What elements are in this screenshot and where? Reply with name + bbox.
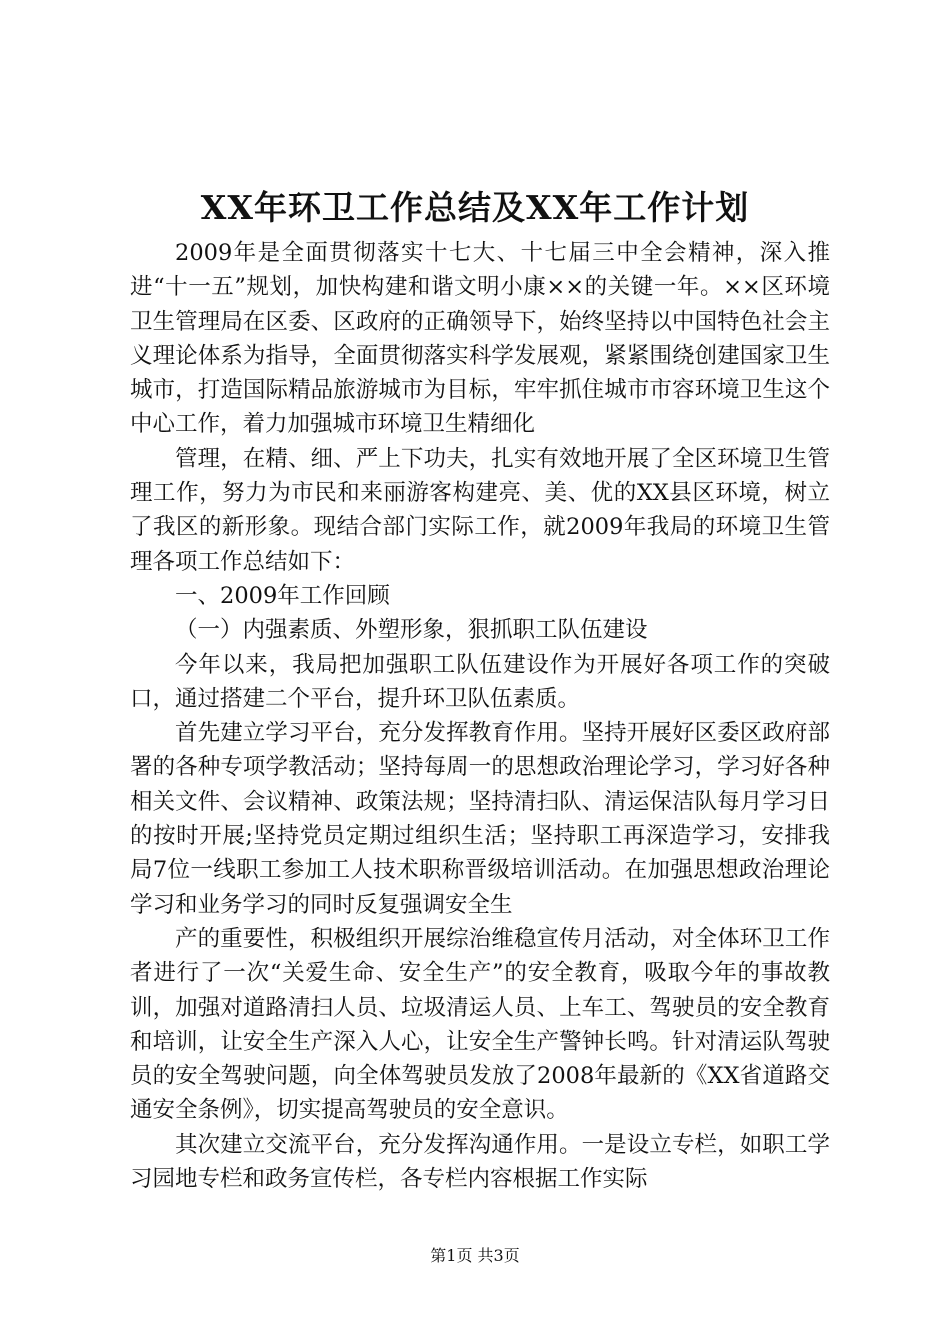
- paragraph-2: 管理，在精、细、严上下功夫，扎实有效地开展了全区环境卫生管理工作，努力为市民和来丽游客构建亮、美、优的XX县区环境，树立了我区的新形象。现结合部门实际工作，就2009年我局的环境卫生管理各项工作总结如下：: [130, 445, 830, 575]
- paragraph-5: 产的重要性，积极组织开展综治维稳宣传月活动，对全体环卫工作者进行了一次“关爱生命、安全生产”的安全教育，吸取今年的事故教训，加强对道路清扫人员、垃圾清运人员、上车工、驾驶员的安全教育和培训，让安全生产深入人心，让安全生产警钟长鸣。针对清运队驾驶员的安全驾驶问题，向全体驾驶员发放了2008年最新的《XX省道路交通安全条例》，切实提高驾驶员的安全意识。: [130, 925, 830, 1124]
- paragraph-3: 今年以来，我局把加强职工队伍建设作为开展好各项工作的突破口，通过搭建二个平台，提升环卫队伍素质。: [130, 651, 830, 712]
- paragraph-4: 首先建立学习平台，充分发挥教育作用。坚持开展好区委区政府部署的各种专项学教活动；坚持每周一的思想政治理论学习，学习好各种相关文件、会议精神、政策法规；坚持清扫队、清运保洁队每月学习日的按时开展;坚持党员定期过组织生活；坚持职工再深造学习，安排我局7位一线职工参加工人技术职称晋级培训活动。在加强思想政治理论学习和业务学习的同时反复强调安全生: [130, 720, 830, 918]
- section-heading-1: 一、2009年工作回顾: [175, 582, 390, 609]
- subsection-heading-1: （一）内强素质、外塑形象，狠抓职工队伍建设: [175, 617, 648, 644]
- paragraph-1: 2009年是全面贯彻落实十七大、十七届三中全会精神，深入推进“十一五”规划，加快构建和谐文明小康××的关键一年。××区环境卫生管理局在区委、区政府的正确领导下，始终坚持以中国特色社会主义理论体系为指导，全面贯彻落实科学发展观，紧紧围绕创建国家卫生城市，打造国际精品旅游城市为目标，牢牢抓住城市市容环境卫生这个中心工作，着力加强城市环境卫生精细化: [130, 240, 830, 438]
- document-body: [130, 236, 830, 1196]
- document-title: XX年环卫工作总结及XX年工作计划: [200, 188, 750, 227]
- page-footer: 第1页 共3页: [430, 1246, 520, 1265]
- paragraph-6: 其次建立交流平台，充分发挥沟通作用。一是设立专栏，如职工学习园地专栏和政务宣传栏，各专栏内容根据工作实际: [130, 1131, 830, 1193]
